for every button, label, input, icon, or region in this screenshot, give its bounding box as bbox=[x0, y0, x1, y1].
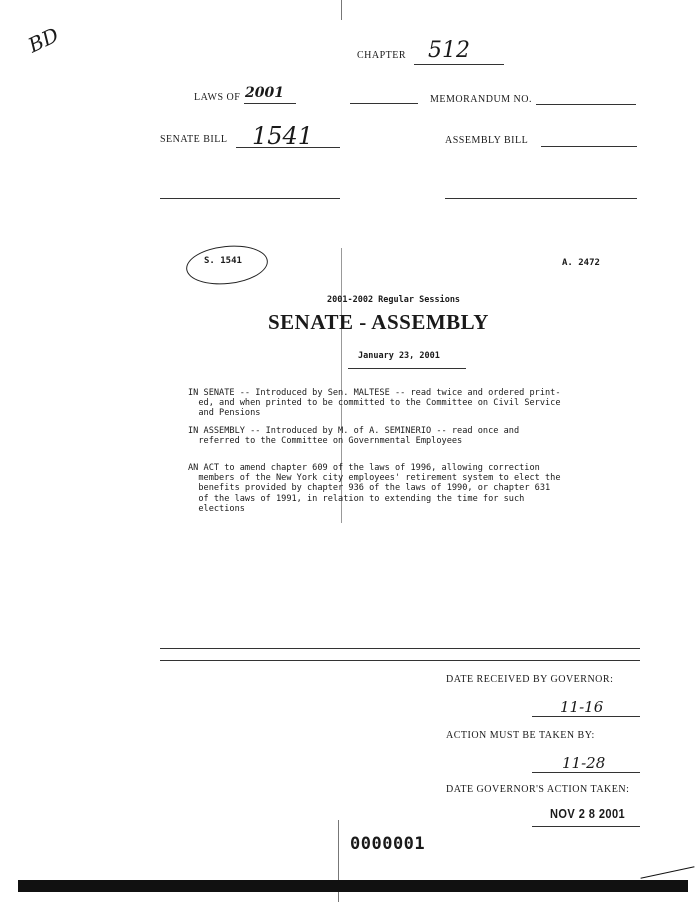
action-must-value: 11-28 bbox=[562, 754, 606, 772]
session-text: 2001-2002 Regular Sessions bbox=[327, 295, 461, 305]
action-must-underline bbox=[532, 772, 640, 773]
senate-number: S. 1541 bbox=[204, 256, 242, 266]
assembly-bill-label: ASSEMBLY BILL bbox=[445, 135, 529, 146]
scan-edge-bar bbox=[18, 880, 688, 892]
date-received-underline bbox=[532, 716, 640, 717]
laws-of-underline bbox=[244, 103, 296, 104]
assembly-bill-underline bbox=[541, 146, 637, 147]
chapter-value: 512 bbox=[428, 38, 470, 63]
chapter-label: CHAPTER bbox=[357, 50, 407, 61]
assembly-intro-paragraph: IN ASSEMBLY -- Introduced by M. of A. SEMINERIO -- read once and referred to the Committee on Governmental Employees bbox=[188, 426, 520, 447]
senate-bill-value: 1541 bbox=[252, 122, 314, 150]
date-received-label: DATE RECEIVED BY GOVERNOR: bbox=[446, 674, 614, 685]
separator-left bbox=[160, 198, 340, 199]
laws-of-label: LAWS OF bbox=[194, 92, 241, 103]
memorandum-label: MEMORANDUM NO. bbox=[430, 94, 533, 105]
chapter-underline bbox=[414, 64, 504, 65]
separator-right bbox=[445, 198, 637, 199]
senate-intro-paragraph: IN SENATE -- Introduced by Sen. MALTESE -- read twice and ordered print- ed, and when printed to be committed to the Committee on Civil Service and Pensions bbox=[188, 388, 561, 419]
bill-date: January 23, 2001 bbox=[358, 351, 440, 361]
memorandum-underline bbox=[536, 104, 636, 105]
assembly-number: A. 2472 bbox=[562, 258, 600, 268]
fold-line-top bbox=[341, 0, 342, 20]
bill-title: SENATE - ASSEMBLY bbox=[268, 310, 489, 334]
lower-rule-2 bbox=[160, 660, 640, 661]
action-taken-underline bbox=[532, 826, 640, 827]
act-paragraph: AN ACT to amend chapter 609 of the laws of 1996, allowing correction members of the New York city employees' retirement system to elect the benefits provided by chapter 936 of the laws of 1990, or chapter 631 of the laws of 1991, in relation to extending the time for such elections bbox=[188, 463, 561, 514]
corner-initials: BD bbox=[24, 22, 63, 58]
action-must-label: ACTION MUST BE TAKEN BY: bbox=[446, 730, 595, 741]
action-taken-stamp: NOV 2 8 2001 bbox=[550, 806, 626, 821]
lower-rule-1 bbox=[160, 648, 640, 649]
senate-bill-underline bbox=[236, 147, 340, 148]
action-taken-label: DATE GOVERNOR'S ACTION TAKEN: bbox=[446, 784, 630, 795]
scan-edge-mark bbox=[640, 866, 694, 878]
laws-of-value: 2001 bbox=[245, 85, 284, 101]
page-number: 0000001 bbox=[350, 834, 426, 854]
date-received-value: 11-16 bbox=[560, 698, 604, 716]
senate-bill-label: SENATE BILL bbox=[160, 134, 228, 145]
date-underline bbox=[348, 368, 466, 369]
memorandum-pre-line bbox=[350, 103, 418, 104]
